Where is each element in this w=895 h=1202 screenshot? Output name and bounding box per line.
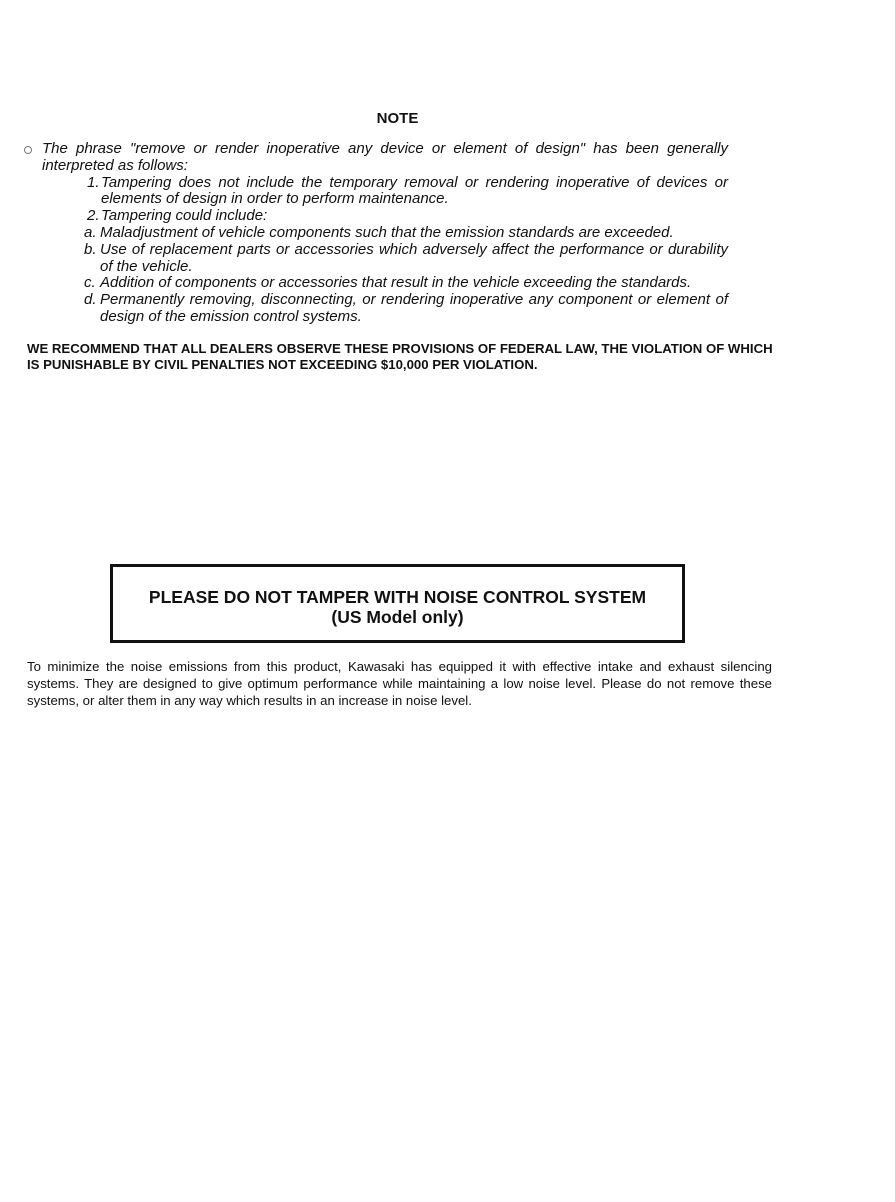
- note-subitem-b: [84, 242, 728, 276]
- item-text: Tampering could include:: [101, 207, 268, 225]
- note-item-2: [87, 208, 728, 225]
- subitem-marker: c.: [84, 274, 96, 292]
- noise-box-heading: PLEASE DO NOT TAMPER WITH NOISE CONTROL SYSTEM: [148, 587, 647, 607]
- subitem-text: Addition of components or accessories that result in the vehicle exceeding the standards.: [100, 274, 692, 292]
- item-text: Tampering does not include the temporary removal or rendering inoperative of devices or elements of design in order to perform maintenance.: [101, 173, 728, 208]
- item-marker: 1.: [87, 173, 100, 191]
- subitem-text: Permanently removing, disconnecting, or rendering inoperative any component or element of design of the emission control systems.: [100, 291, 728, 325]
- subitem-marker: a.: [84, 223, 97, 241]
- note-block: [24, 141, 728, 326]
- noise-control-box: [110, 564, 685, 643]
- note-subitem-d: [84, 292, 728, 326]
- note-subitem-a: [84, 225, 728, 242]
- subitem-text: Use of replacement parts or accessories which adversely affect the performance or durability of the vehicle.: [100, 240, 728, 275]
- noise-box-subheading: (US Model only): [331, 607, 464, 627]
- note-subitem-c: [84, 275, 728, 292]
- note-item-1: [87, 175, 728, 209]
- federal-law-warning: WE RECOMMEND THAT ALL DEALERS OBSERVE THESE PROVISIONS OF FEDERAL LAW, THE VIOLATION OF WHICH IS PUNISHABLE BY CIVIL PENALTIES NOT EXCEEDING $10,000 PER VIOLATION.: [27, 341, 773, 372]
- subitem-text: Maladjustment of vehicle components such that the emission standards are exceeded.: [100, 223, 674, 241]
- subitem-marker: b.: [84, 240, 97, 258]
- note-title: NOTE: [376, 110, 419, 127]
- subitem-marker: d.: [84, 291, 97, 309]
- noise-paragraph: To minimize the noise emissions from this product, Kawasaki has equipped it with effective intake and exhaust silencing systems. They are designed to give optimum performance while maintaining a low noise level. Please do not remove these systems, or alter them in any way which results in an increase in noise level.: [27, 659, 772, 708]
- note-bullet: [24, 141, 728, 175]
- item-marker: 2.: [87, 207, 100, 225]
- note-intro: The phrase "remove or render inoperative any device or element of design" has been generally interpreted as follows:: [42, 140, 728, 174]
- bullet-circle-icon: [24, 146, 32, 154]
